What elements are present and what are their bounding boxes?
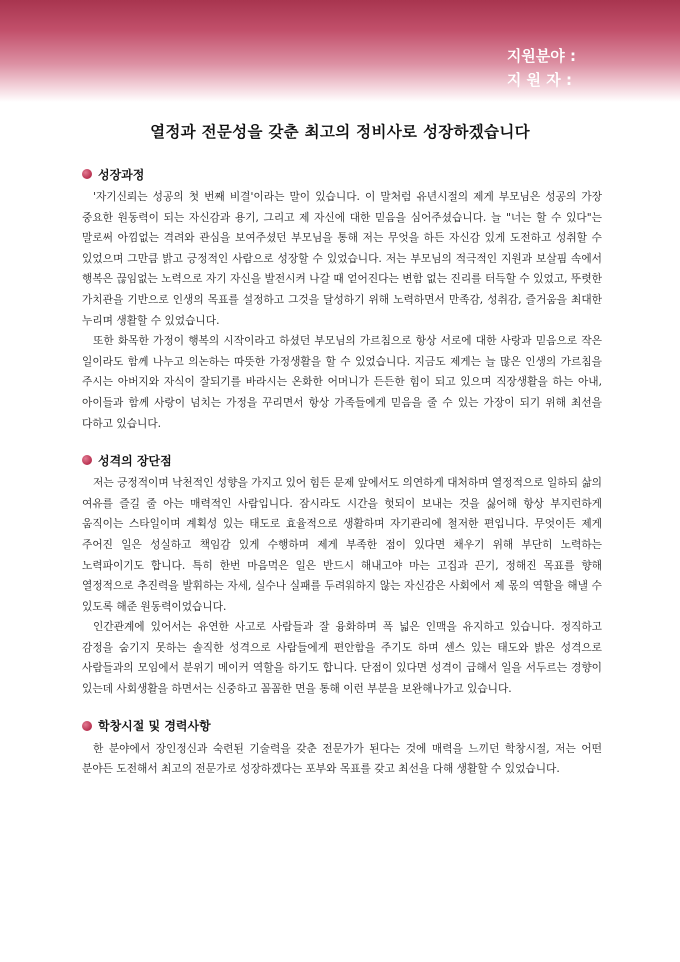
section-header — [82, 164, 602, 184]
applicant-label: 지 원 자 : — [506, 71, 572, 89]
paragraph: 저는 긍정적이며 낙천적인 성향을 가지고 있어 힘든 문제 앞에서도 의연하게 대처하며 열정적으로 일하되 삶의 여유를 즐길 줄 아는 매력적인 사람입니다. 잠시라도 시간을 헛되이 보내는 것을 싫어해 항상 부지런하게 움직이는 스타일이며 계획성 있는 태도로 효율적으로 생활하며 자기관리에 철저한 편입니다. 무엇이든 제게 주어진 일은 성실하고 책임감 있게 수행하며 제게 부족한 점이 있다면 채우기 위해 부단히 노력하는 노력파이기도 합니다. 특히 한번 마음먹은 일은 반드시 해내고야 마는 고집과 끈기, 정해진 목표를 향해 열정적으로 추진력을 발휘하는 자세, 실수나 실패를 두려워하지 않는 자신감은 사회에서 제 몫의 역할을 해낼 수 있도록 해준 원동력이었습니다. — [82, 476, 602, 613]
bullet-icon — [82, 455, 92, 465]
applicant-info — [507, 44, 576, 92]
document-body — [82, 164, 602, 796]
section-growth — [82, 164, 602, 434]
header-banner — [0, 0, 680, 102]
section-title: 성장과정 — [98, 167, 145, 182]
section-header — [82, 450, 602, 470]
document-title: 열정과 전문성을 갖춘 최고의 정비사로 성장하겠습니다 — [150, 122, 530, 141]
paragraph: '자기신뢰는 성공의 첫 번째 비결'이라는 말이 있습니다. 이 말처럼 유년시절의 제게 부모님은 성공의 가장 중요한 원동력이 되는 자신감과 용기, 그리고 제 자신에 대한 믿음을 심어주셨습니다. 늘 "너는 할 수 있다"는 말로써 아낌없는 격려와 관심을 보여주셨던 부모님을 통해 저는 무엇을 하든 자신감 있게 도전하고 성취할 수 있었으며 그만큼 밝고 긍정적인 사람으로 성장할 수 있었습니다. 저는 부모님의 적극적인 지원과 보살핌 속에서 행복은 끊임없는 노력으로 자기 자신을 발전시켜 나갈 때 얻어진다는 변함 없는 진리를 터득할 수 있었고, 뚜렷한 가치관을 기반으로 인생의 목표를 설정하고 그것을 달성하기 위해 노력하면서 만족감, 성취감, 즐거움을 최대한 누리며 생활할 수 있었습니다. — [82, 190, 602, 327]
field-label: 지원분야 : — [506, 47, 576, 65]
section-title: 학창시절 및 경력사항 — [98, 719, 211, 734]
paragraph: 인간관계에 있어서는 유연한 사고로 사람들과 잘 융화하며 폭 넓은 인맥을 유지하고 있습니다. 정직하고 감정을 숨기지 못하는 솔직한 성격으로 사람들에게 편안함을 주기도 하며 센스 있는 태도와 밝은 성격으로 사람들과의 모임에서 분위기 메이커 역할을 하기도 합니다. 단점이 있다면 성격이 급해서 일을 서두르는 경향이 있는데 사회생활을 하면서는 신중하고 꼼꼼한 면을 통해 이런 부분을 보완해나가고 있습니다. — [82, 620, 602, 696]
paragraph: 또한 화목한 가정이 행복의 시작이라고 하셨던 부모님의 가르침으로 항상 서로에 대한 사랑과 믿음으로 작은 일이라도 함께 나누고 의논하는 따뜻한 가정생활을 할 수 있었습니다. 지금도 제게는 늘 많은 인생의 가르침을 주시는 아버지와 자식이 잘되기를 바라시는 온화한 어머니가 든든한 힘이 되고 있으며 직장생활을 하는 아내, 아이들과 함께 사랑이 넘치는 가정을 꾸리면서 항상 가족들에게 믿음을 줄 수 있는 가장이 되기 위해 최선을 다하고 있습니다. — [82, 334, 602, 430]
section-personality — [82, 450, 602, 700]
bullet-icon — [82, 169, 92, 179]
paragraph: 한 분야에서 장인정신과 숙련된 기술력을 갖춘 전문가가 된다는 것에 매력을 느끼던 학창시절, 저는 어떤 분야든 도전해서 최고의 전문가로 성장하겠다는 포부와 목표를 갖고 최선을 다해 생활할 수 있었습니다. — [82, 741, 602, 776]
bullet-icon — [82, 721, 92, 731]
section-header — [82, 716, 602, 736]
section-education-career — [82, 716, 602, 780]
section-title: 성격의 장단점 — [98, 453, 172, 468]
